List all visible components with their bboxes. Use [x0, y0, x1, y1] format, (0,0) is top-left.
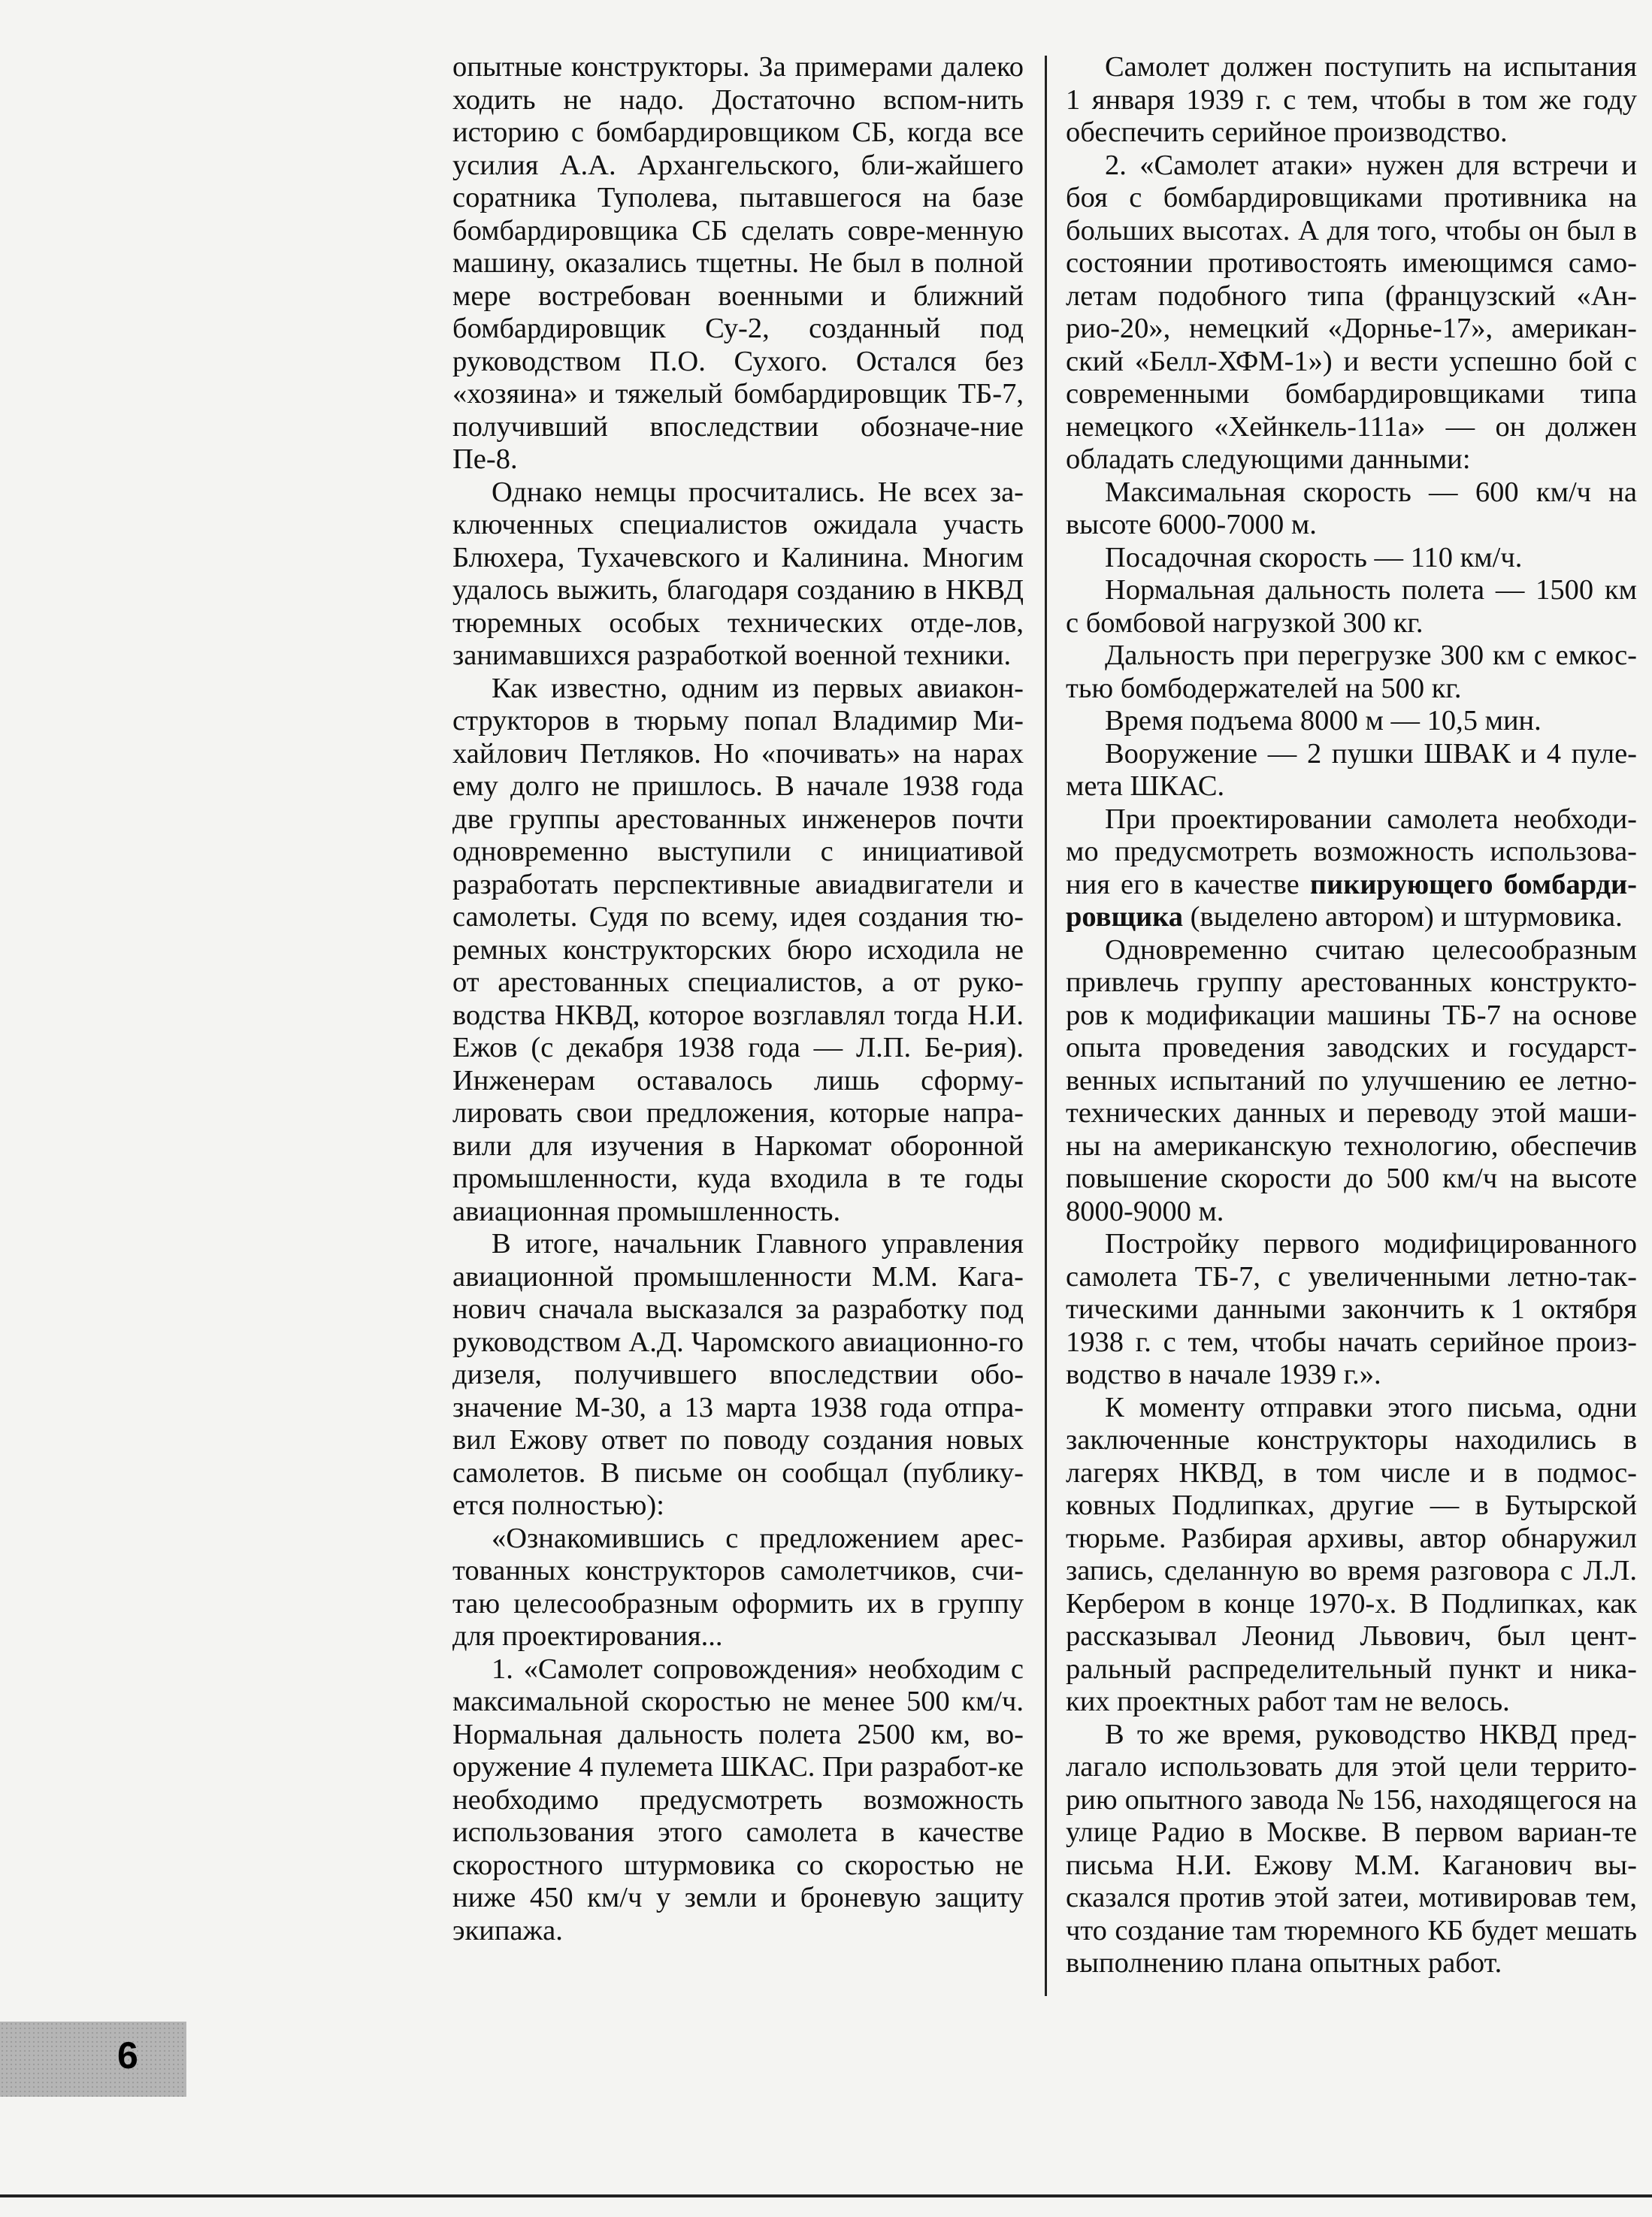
paragraph: «Ознакомившись с предложением арес-тованных конструкторов самолетчиков, счи-таю целесообразным оформить их в группу для проектирования... — [452, 1522, 1024, 1652]
paragraph: Вооружение — 2 пушки ШВАК и 4 пуле-мета ШКАС. — [1066, 737, 1637, 802]
paragraph: Дальность при перегрузке 300 км с емкос-тью бомбодержателей на 500 кг. — [1066, 640, 1637, 704]
paragraph: В то же время, руководство НКВД пред-лагало использовать для этой цели террито-рию опытного завода № 156, находящегося на улице Радио в Москве. В первом вариан-те письма Н.И. Ежову М.М. Каганович вы-сказался против этой затеи, мотивировав тем, что создание там тюремного КБ будет мешать выполнению плана опытных работ. — [1066, 1718, 1637, 1979]
paragraph: Посадочная скорость — 110 км/ч. — [1105, 541, 1523, 573]
paragraph: 1. «Самолет сопровождения» необходим с максимальной скоростью не менее 500 км/ч. Нормальная дальность полета 2500 км, во-оружение 4 пулемета ШКАС. При разработ-ке необходимо предусмотреть возможность использования этого самолета в качестве скоростного штурмовика со скоростью не ниже 450 км/ч у земли и броневую защиту экипажа. — [452, 1653, 1024, 1946]
paragraph: Однако немцы просчитались. Не всех за-ключенных специалистов ожидала участь Блюхера, Тухачевского и Калинина. Многим удалось выжить, благодаря созданию в НКВД тюремных особых технических отде-лов, занимавшихся разработкой военной техники. — [452, 476, 1024, 671]
paragraph-text: (выделено автором) и штурмовика. — [1183, 901, 1623, 933]
emphasized-text: пикирующего бомбарди-ровщика — [1066, 868, 1637, 933]
paragraph: Самолет должен поступить на испытания 1 января 1939 г. с тем, чтобы в том же году обеспечить серийное производство. — [1066, 51, 1637, 148]
left-text-column — [452, 51, 1024, 1947]
right-text-column — [1066, 51, 1637, 1980]
paragraph: Как известно, одним из первых авиакон-структоров в тюрьму попал Владимир Ми-хайлович Петляков. Но «почивать» на нарах ему долго не пришлось. В начале 1938 года две группы арестованных инженеров почти одновременно выступили с инициативой разработать перспективные авиадвигатели и самолеты. Судя по всему, идея создания тю-ремных конструкторских бюро исходила не от арестованных специалистов, а от руко-водства НКВД, которое возглавлял тогда Н.И. Ежов (с декабря 1938 года — Л.П. Бе-рия). Инженерам оставалось лишь сформу-лировать свои предложения, которые напра-вили для изучения в Наркомат оборонной промышленности, куда входила в те годы авиационная промышленность. — [452, 672, 1024, 1227]
paragraph: опытные конструкторы. За примерами далеко ходить не надо. Достаточно вспом-нить историю с бомбардировщиком СБ, когда все усилия А.А. Архангельского, бли-жайшего соратника Туполева, пытавшегося на базе бомбардировщика СБ сделать совре-менную машину, оказались тщетны. Не был в полной мере востребован военными и ближний бомбардировщик Су-2, созданный под руководством П.О. Сухого. Остался без «хозяина» и тяжелый бомбардировщик ТБ-7, получивший впоследствии обозначе-ние Пе-8. — [452, 51, 1024, 475]
paragraph: Нормальная дальность полета — 1500 км с бомбовой нагрузкой 300 кг. — [1066, 574, 1637, 639]
paragraph — [1066, 803, 1637, 934]
paragraph-text: При проектировании самолета необходи-мо предусмотреть возможность использова-ния его в качестве — [1066, 803, 1637, 900]
paragraph: Максимальная скорость — 600 км/ч на высоте 6000-7000 м. — [1066, 476, 1637, 540]
column-divider — [1045, 56, 1047, 1996]
paragraph: Время подъема 8000 м — 10,5 мин. — [1105, 705, 1542, 736]
paragraph: 2. «Самолет атаки» нужен для встречи и боя с бомбардировщиками противника на больших высотах. А для того, чтобы он был в состоянии противостоять имеющимся само-летам подобного типа (французский «Ан-рио-20», немецкий «Дорнье-17», американ-ский «Белл-ХФМ-1») и вести успешно бой с современными бомбардировщиками типа немецкого «Хейнкель-111а» — он должен обладать следующими данными: — [1066, 149, 1637, 475]
bottom-border — [0, 2194, 1652, 2197]
paragraph: К моменту отправки этого письма, одни заключенные конструкторы находились в лагерях НКВД, в том числе и в подмос-ковных Подлипках, другие — в Бутырской тюрьме. Разбирая архивы, автор обнаружил запись, сделанную во время разговора с Л.Л. Кербером в конце 1970-х. В Подлипках, как рассказывал Леонид Львович, был цент-ральный распределительный пункт и ника-ких проектных работ там не велось. — [1066, 1391, 1637, 1717]
paragraph: В итоге, начальник Главного управления авиационной промышленности М.М. Кага-нович сначала высказался за разработку под руководством А.Д. Чаромского авиационно-го дизеля, получившего впоследствии обо-значение М-30, а 13 марта 1938 года отпра-вил Ежову ответ по поводу создания новых самолетов. В письме он сообщал (публику-ется полностью): — [452, 1228, 1024, 1521]
page-number: 6 — [117, 2034, 138, 2076]
page-number-box — [0, 2022, 186, 2097]
paragraph: Постройку первого модифицированного самолета ТБ-7, с увеличенными летно-так-тическими данными закончить к 1 октября 1938 г. с тем, чтобы начать серийное произ-водство в начале 1939 г.». — [1066, 1228, 1637, 1390]
paragraph: Одновременно считаю целесообразным привлечь группу арестованных конструкто-ров к модификации машины ТБ-7 на основе опыта проведения заводских и государст-венных испытаний по улучшению ее летно-технических данных и переводу этой маши-ны на американскую технологию, обеспечив повышение скорости до 500 км/ч на высоте 8000-9000 м. — [1066, 933, 1637, 1227]
